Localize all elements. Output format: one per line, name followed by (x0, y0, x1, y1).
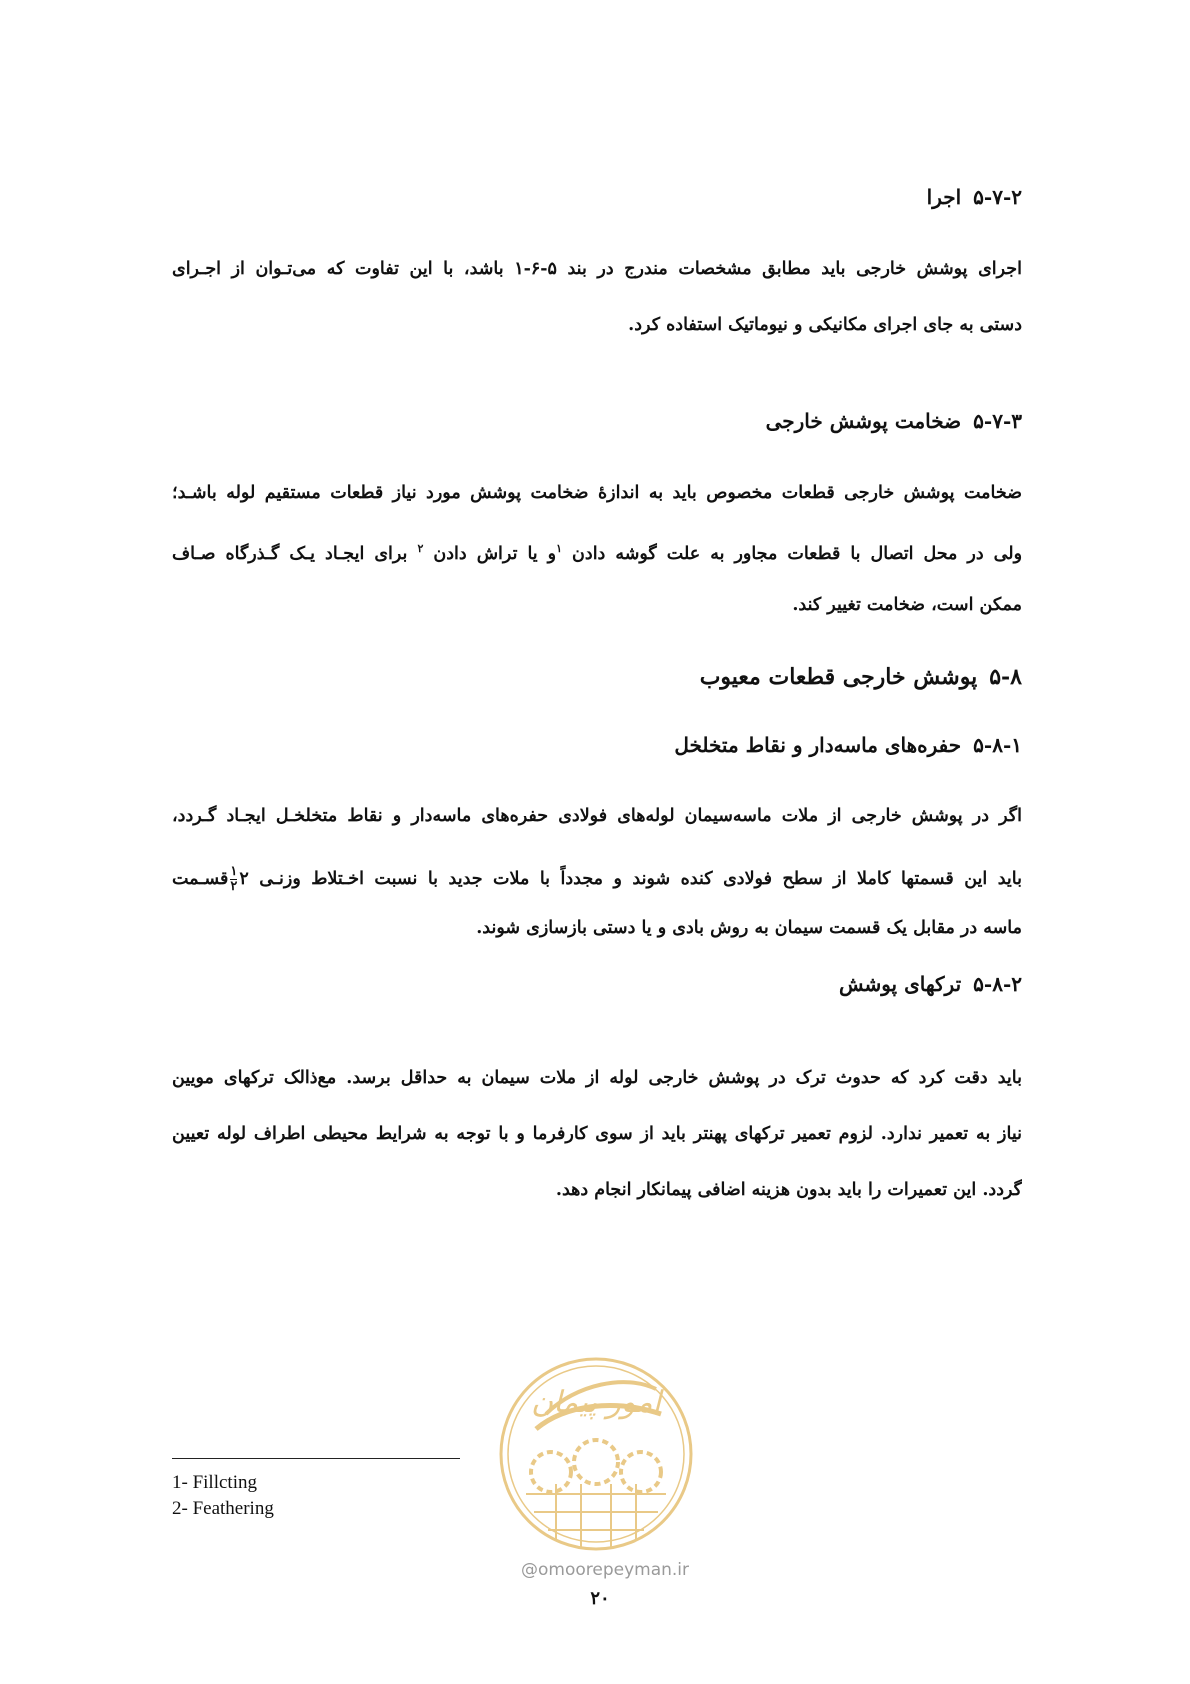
section-heading-5-8-1 (674, 733, 1022, 757)
watermark-gear-center (574, 1440, 618, 1484)
section-heading-5-8 (700, 664, 1022, 690)
page-number: ۲۰ (590, 1588, 610, 1609)
paragraph-line: دستی به جای اجرای مکانیکی و نیوماتیک استفاده کرد. (628, 315, 1022, 335)
paragraph-line: اجرای پوشش خارجی باید مطابق مشخصات مندرج در بند ۵-۶-۱ باشد، با این تفاوت که می‌تـوان از اجـرای (172, 259, 1022, 279)
paragraph-line-with-fraction (172, 857, 1022, 901)
fraction-numerator: ۱ (230, 864, 238, 879)
paragraph-coating-thickness (172, 478, 1022, 620)
watermark-gear-right (621, 1452, 661, 1492)
paragraph-line: ضخامت پوشش خارجی قطعات مخصوص باید به اندازهٔ ضخامت پوشش مورد نیاز قطعات مستقیم لوله باشـد؛ (172, 483, 1022, 503)
watermark-logo (496, 1344, 696, 1564)
paragraph-line: گردد. این تعمیرات را باید بدون هزینه اضافی پیمانکار انجام دهد. (555, 1180, 1022, 1200)
ratio-whole: ۲ (239, 869, 249, 889)
paragraph-execution (172, 254, 1022, 340)
heading-title: اجرا (926, 185, 962, 209)
footnote-ref-2: ۲ (417, 542, 424, 555)
heading-number: ۵-۸-۱ (973, 733, 1022, 757)
ratio-fraction (230, 865, 237, 894)
paragraph-line: نیاز به تعمیر ندارد. لزوم تعمیر ترکهای پهنتر باید از سوی کارفرما و با توجه به شرایط محیطی اطراف لوله تعیین (172, 1124, 1022, 1144)
heading-title: ضخامت پوشش خارجی (765, 409, 962, 433)
line-text: ولی در محل اتصال با قطعات مجاور به علت گوشه دادن (572, 543, 1022, 564)
section-heading-5-8-2 (839, 972, 1022, 996)
watermark-gear-left (531, 1452, 571, 1492)
footnote-1: 1- Fillcting (172, 1472, 257, 1493)
line-text: و یا تراش دادن (433, 543, 557, 564)
heading-number: ۵-۸-۲ (973, 972, 1022, 996)
heading-title: پوشش خارجی قطعات معیوب (699, 664, 978, 690)
fraction-denominator: ۲ (230, 879, 238, 894)
paragraph-line: ماسه در مقابل یک قسمت سیمان به روش بادی و یا دستی بازسازی شوند. (476, 918, 1022, 938)
paragraph-line: اگر در پوشش خارجی از ملات ماسه‌سیمان لوله‌های فولادی حفره‌های ماسه‌دار و نقاط متخلخـل ایجـاد گـردد، (172, 806, 1022, 826)
heading-title: ترکهای پوشش (838, 972, 962, 996)
paragraph-line: باید دقت کرد که حدوث ترک در پوشش خارجی لوله از ملات سیمان به حداقل برسد. مع‌ذالک ترکهای مویین (172, 1068, 1022, 1088)
paragraph-line: ممکن است، ضخامت تغییر کند. (792, 595, 1022, 615)
line-text: باید این قسمتها کاملا از سطح فولادی کنده شوند و مجدداً با ملات جدید با نسبت اخـتلاط وزنـی (259, 869, 1022, 889)
paragraph-line-with-footnotes (172, 534, 1022, 564)
line-text: برای ایجـاد یـک گـذرگاه صـاف (172, 543, 408, 564)
section-heading-5-7-3 (766, 409, 1022, 433)
paragraph-coating-cracks (172, 1063, 1022, 1205)
line-text: قسـمت (172, 869, 229, 889)
section-heading-5-7-2 (927, 185, 1022, 209)
footnotes (172, 1470, 274, 1522)
footnote-ref-1: ۱ (556, 542, 563, 555)
footnote-separator (172, 1458, 460, 1459)
paragraph-sandy-holes (172, 801, 1022, 943)
heading-number: ۵-۷-۳ (973, 409, 1022, 433)
watermark-logo-text: امور پیمان (531, 1385, 661, 1420)
mixing-ratio (228, 864, 249, 894)
watermark-url: @omoorepeyman.ir (520, 1560, 690, 1580)
footnote-2: 2- Feathering (172, 1498, 274, 1519)
heading-number: ۵-۷-۲ (973, 185, 1022, 209)
heading-number: ۵-۸ (989, 664, 1022, 690)
heading-title: حفره‌های ماسه‌دار و نقاط متخلخل (674, 733, 962, 757)
